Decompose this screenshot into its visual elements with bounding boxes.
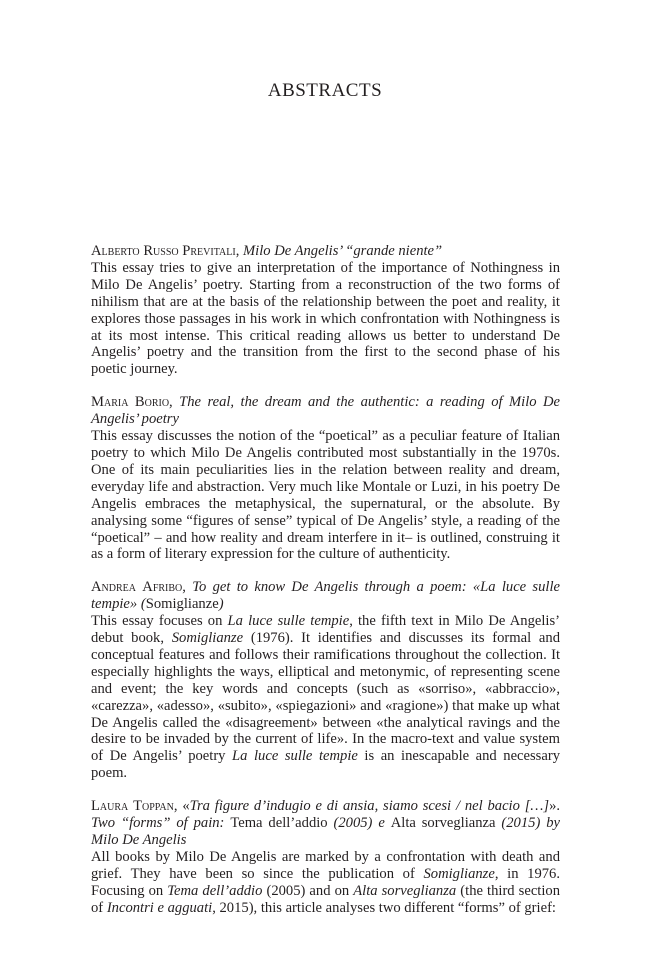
- author-last-name: Toppan: [133, 798, 174, 815]
- body-part: , the fifth text in Milo De Angelis’ debut book,: [91, 613, 560, 647]
- body-part-italic: Incontri e agguati: [106, 899, 213, 916]
- heading-separator: ,: [235, 243, 243, 259]
- body-part: , 2015), this article analyses two different “forms” of grief:: [212, 899, 556, 916]
- body-part-italic: Tema dell’addio: [167, 882, 263, 899]
- abstract-title-part: (2015) by Milo De Angelis: [91, 815, 560, 848]
- abstract-heading: [91, 243, 560, 260]
- abstract-body: This essay tries to give an interpretation of the importance of Nothingness in Milo De Angelis’ poetry. Starting from a reconstruction of the two forms of nihilism that are at the basis of the relationship between the poet and reality, it explores those passages in his work in which confrontation with Nothingness is at its most intense. This critical reading allows us better to understand De Angelis’ poetry and the transition from the first to the second phase of his poetic journey.: [91, 259, 560, 378]
- abstract-body: [91, 849, 560, 917]
- heading-separator: ,: [173, 798, 183, 815]
- author-last-name: Russo Previtali: [143, 243, 236, 259]
- abstract-entry: [91, 798, 560, 916]
- abstract-body: This essay discusses the notion of the “poetical” as a peculiar feature of Italian poetry to which Milo De Angelis contributed most substantially in the 1970s. One of its main peculiarities lies in the relation between reality and dream, everyday life and abstraction. Very much like Montale or Luzi, in his poetry De Angelis embraces the metaphysical, the supernatural, or the absolute. By analysing some “figures of sense” typical of De Angelis’ style, a reading of the “poetical” – and how reality and dream interfere in it– is outlined, construing it as a form of literary expression for the culture of authenticity.: [91, 428, 560, 563]
- abstract-title-part: «: [182, 798, 190, 815]
- abstract-title: Milo De Angelis’ “grande niente”: [242, 243, 443, 259]
- abstract-title-part: Two “forms” of pain:: [91, 815, 231, 832]
- heading-separator: ,: [169, 394, 180, 411]
- author-first-name: Andrea: [91, 579, 136, 596]
- abstract-title-part: Alta sorveglianza: [390, 815, 496, 832]
- abstract-title-part: ».: [549, 798, 561, 815]
- body-part-italic: La luce sulle tempie: [232, 748, 358, 765]
- body-part: (the third section of: [91, 882, 561, 916]
- heading-separator: ,: [182, 579, 193, 596]
- author-first-name: Alberto: [91, 243, 140, 259]
- body-part: (2005) and on: [262, 882, 354, 899]
- body-part: is an inescapable and necessary poem.: [91, 748, 560, 782]
- body-part-italic: Alta sorveglianza: [353, 882, 457, 899]
- abstract-title: The real, the dream and the authentic: a reading of Milo De Angelis’ poetry: [91, 394, 560, 428]
- body-part-italic: La luce sulle tempie: [227, 613, 350, 630]
- author-first-name: Maria: [91, 394, 129, 411]
- author-last-name: Borio: [134, 394, 170, 411]
- abstract-heading: [91, 798, 560, 849]
- body-part: (1976). It identifies and discusses its formal and conceptual features and follows their ramifications throughout the collection. It especially highlights the ways, elliptical and metonymic, of representing scene and event; the key words and concepts (such as «sorriso», «abbraccio», «carezza», «adesso», «subito», «spiegazioni» and «ragione») that make up what De Angelis called the «disagreement» between «the analytical ravings and the desire to be invaded by the current of life». In the macro-text and value system of De Angelis’ poetry: [91, 630, 560, 765]
- body-part-italic: Somiglianze: [171, 630, 244, 647]
- abstract-title-part: Somiglianze: [145, 596, 219, 613]
- abstract-heading: [91, 394, 560, 428]
- body-part: , in 1976. Focusing on: [91, 865, 560, 899]
- abstract-title-part: (2005) e: [327, 815, 391, 832]
- abstract-heading: [91, 579, 560, 613]
- author-first-name: Laura: [91, 798, 129, 815]
- body-part: All books by Milo De Angelis are marked by a confrontation with death and grief. They have been so since the publication of: [91, 848, 560, 882]
- author-last-name: Afribo: [142, 579, 183, 596]
- abstract-title-part: Tra figure d’indugio e di ansia, siamo scesi / nel bacio […]: [189, 798, 550, 815]
- abstract-title-part: To get to know De Angelis through a poem: «La luce sulle tempie» (: [91, 579, 560, 613]
- abstract-title-part: Tema dell’addio: [230, 815, 328, 832]
- page-title: ABSTRACTS: [267, 80, 383, 101]
- abstract-entry: [91, 579, 560, 782]
- abstract-body: [91, 613, 560, 782]
- body-part-italic: Somiglianze: [423, 865, 495, 882]
- abstracts-list: [91, 243, 560, 933]
- abstract-title-part: ): [218, 596, 224, 613]
- abstract-entry: [91, 243, 560, 378]
- body-part: This essay focuses on: [91, 613, 228, 630]
- abstract-entry: [91, 394, 560, 563]
